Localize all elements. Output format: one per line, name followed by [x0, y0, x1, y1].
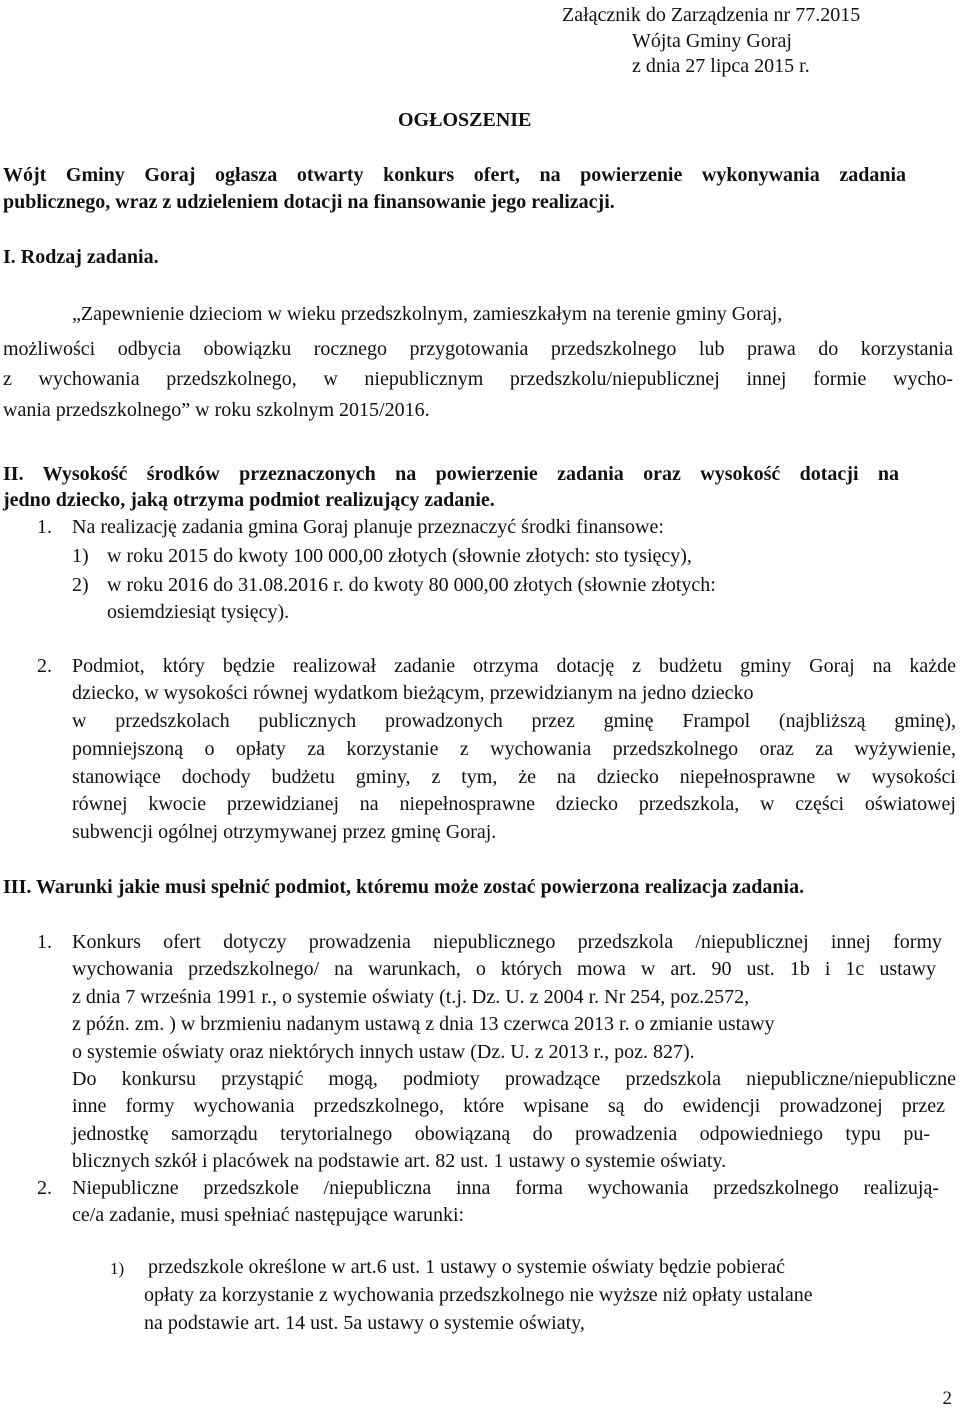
page-number: 2	[942, 1388, 952, 1409]
section-2-item-1-number: 1.	[37, 516, 52, 538]
section-3-sub-1-line-1: przedszkole określone w art.6 ust. 1 ustawy o systemie oświaty będzie pobierać	[148, 1256, 786, 1278]
intro-line-2: publicznego, wraz z udzieleniem dotacji na finansowanie jego realizacji.	[3, 191, 615, 213]
section-1-line-3: z wychowania przedszkolnego, w niepublicznym przedszkolu/niepublicznej innej formie wycho-	[3, 368, 953, 390]
section-2-item-2-line-5: stanowiące dochody budżetu gminy, z tym, że na dziecko niepełnosprawne w wysokości	[72, 766, 956, 788]
section-2-heading-line-2: jedno dziecko, jaką otrzyma podmiot realizujący zadanie.	[3, 489, 495, 511]
section-2-sub-1-text: w roku 2015 do kwoty 100 000,00 złotych (słownie złotych: sto tysięcy),	[107, 545, 692, 567]
section-3-sub-1-number: 1)	[110, 1259, 125, 1278]
section-2-item-2-line-2: dziecko, w wysokości równej wydatkom bieżącym, przewidzianym na jedno dziecko	[72, 682, 754, 704]
section-1-heading: I. Rodzaj zadania.	[3, 246, 159, 268]
section-3-sub-1-line-2: opłaty za korzystanie z wychowania przedszkolnego nie wyższe niż opłaty ustalane	[144, 1284, 813, 1306]
annex-line-1: Załącznik do Zarządzenia nr 77.2015	[562, 4, 861, 26]
section-1-line-2: możliwości odbycia obowiązku rocznego przygotowania przedszkolnego lub prawa do korzystania	[3, 338, 953, 360]
section-3-item-1-line-1: Konkurs ofert dotyczy prowadzenia niepublicznego przedszkola /niepublicznej innej formy	[72, 931, 942, 953]
document-title: OGŁOSZENIE	[398, 109, 532, 131]
section-3-item-2-line-1: Niepubliczne przedszkole /niepubliczna inna forma wychowania przedszkolnego realizują-	[72, 1177, 939, 1199]
section-3-item-1-line-5: o systemie oświaty oraz niektórych innych ustaw (Dz. U. z 2013 r., poz. 827).	[72, 1041, 695, 1063]
section-3-item-1-line-9: blicznych szkół i placówek na podstawie art. 82 ust. 1 ustawy o systemie oświaty.	[72, 1150, 727, 1172]
section-1-line-4: wania przedszkolnego” w roku szkolnym 2015/2016.	[3, 399, 430, 421]
section-3-item-2-number: 2.	[37, 1177, 52, 1199]
section-2-item-2-line-4: pomniejszoną o opłaty za korzystanie z wychowania przedszkolnego oraz za wyżywienie,	[72, 738, 956, 760]
section-2-sub-2-number: 2)	[72, 574, 89, 596]
section-3-item-1-number: 1.	[37, 931, 52, 953]
section-3-item-1-line-8: jednostkę samorządu terytorialnego obowiązaną do prowadzenia odpowiedniego typu pu-	[72, 1123, 930, 1145]
section-3-item-2-line-2: ce/a zadanie, musi spełniać następujące warunki:	[72, 1204, 465, 1226]
section-3-item-1-line-3: z dnia 7 września 1991 r., o systemie oświaty (t.j. Dz. U. z 2004 r. Nr 254, poz.2572,	[72, 986, 750, 1008]
section-2-item-2-line-6: równej kwocie przewidzianej na niepełnosprawne dziecko przedszkola, w części oświatowej	[72, 793, 956, 815]
section-3-sub-1-line-3: na podstawie art. 14 ust. 5a ustawy o systemie oświaty,	[144, 1312, 585, 1334]
section-2-sub-2-continuation: osiemdziesiąt tysięcy).	[107, 601, 290, 623]
section-2-item-2-number: 2.	[37, 655, 52, 677]
section-2-item-2-line-1: Podmiot, który będzie realizował zadanie otrzyma dotację z budżetu gminy Goraj na każde	[72, 655, 956, 677]
section-3-item-1-line-6: Do konkursu przystąpić mogą, podmioty prowadzące przedszkola niepubliczne/niepubliczne	[72, 1068, 956, 1090]
section-3-item-1-line-2: wychowania przedszkolnego/ na warunkach, o których mowa w art. 90 ust. 1b i 1c ustawy	[72, 958, 936, 980]
section-1-line-1: „Zapewnienie dzieciom w wieku przedszkolnym, zamieszkałym na terenie gminy Goraj,	[72, 303, 783, 325]
section-2-item-2-line-3: w przedszkolach publicznych prowadzonych przez gminę Frampol (najbliższą gminę),	[72, 710, 956, 732]
section-2-item-1-text: Na realizację zadania gmina Goraj planuje przeznaczyć środki finansowe:	[72, 516, 664, 538]
intro-line-1: Wójt Gminy Goraj ogłasza otwarty konkurs ofert, na powierzenie wykonywania zadania	[3, 164, 906, 186]
section-2-sub-1-number: 1)	[72, 545, 89, 567]
section-3-heading: III. Warunki jakie musi spełnić podmiot, któremu może zostać powierzona realizacja zadania.	[3, 876, 805, 898]
annex-line-3: z dnia 27 lipca 2015 r.	[632, 55, 810, 77]
annex-line-2: Wójta Gminy Goraj	[632, 30, 792, 52]
section-2-item-2-line-7: subwencji ogólnej otrzymywanej przez gminę Goraj.	[72, 821, 497, 843]
section-2-heading-line-1: II. Wysokość środków przeznaczonych na powierzenie zadania oraz wysokość dotacji na	[3, 463, 899, 485]
section-3-item-1-line-7: inne formy wychowania przedszkolnego, które wpisane są do ewidencji prowadzonej przez	[72, 1095, 945, 1117]
section-3-item-1-line-4: z późn. zm. ) w brzmieniu nadanym ustawą z dnia 13 czerwca 2013 r. o zmianie ustawy	[72, 1013, 775, 1035]
section-2-sub-2-text: w roku 2016 do 31.08.2016 r. do kwoty 80 000,00 złotych (słownie złotych:	[107, 574, 716, 596]
